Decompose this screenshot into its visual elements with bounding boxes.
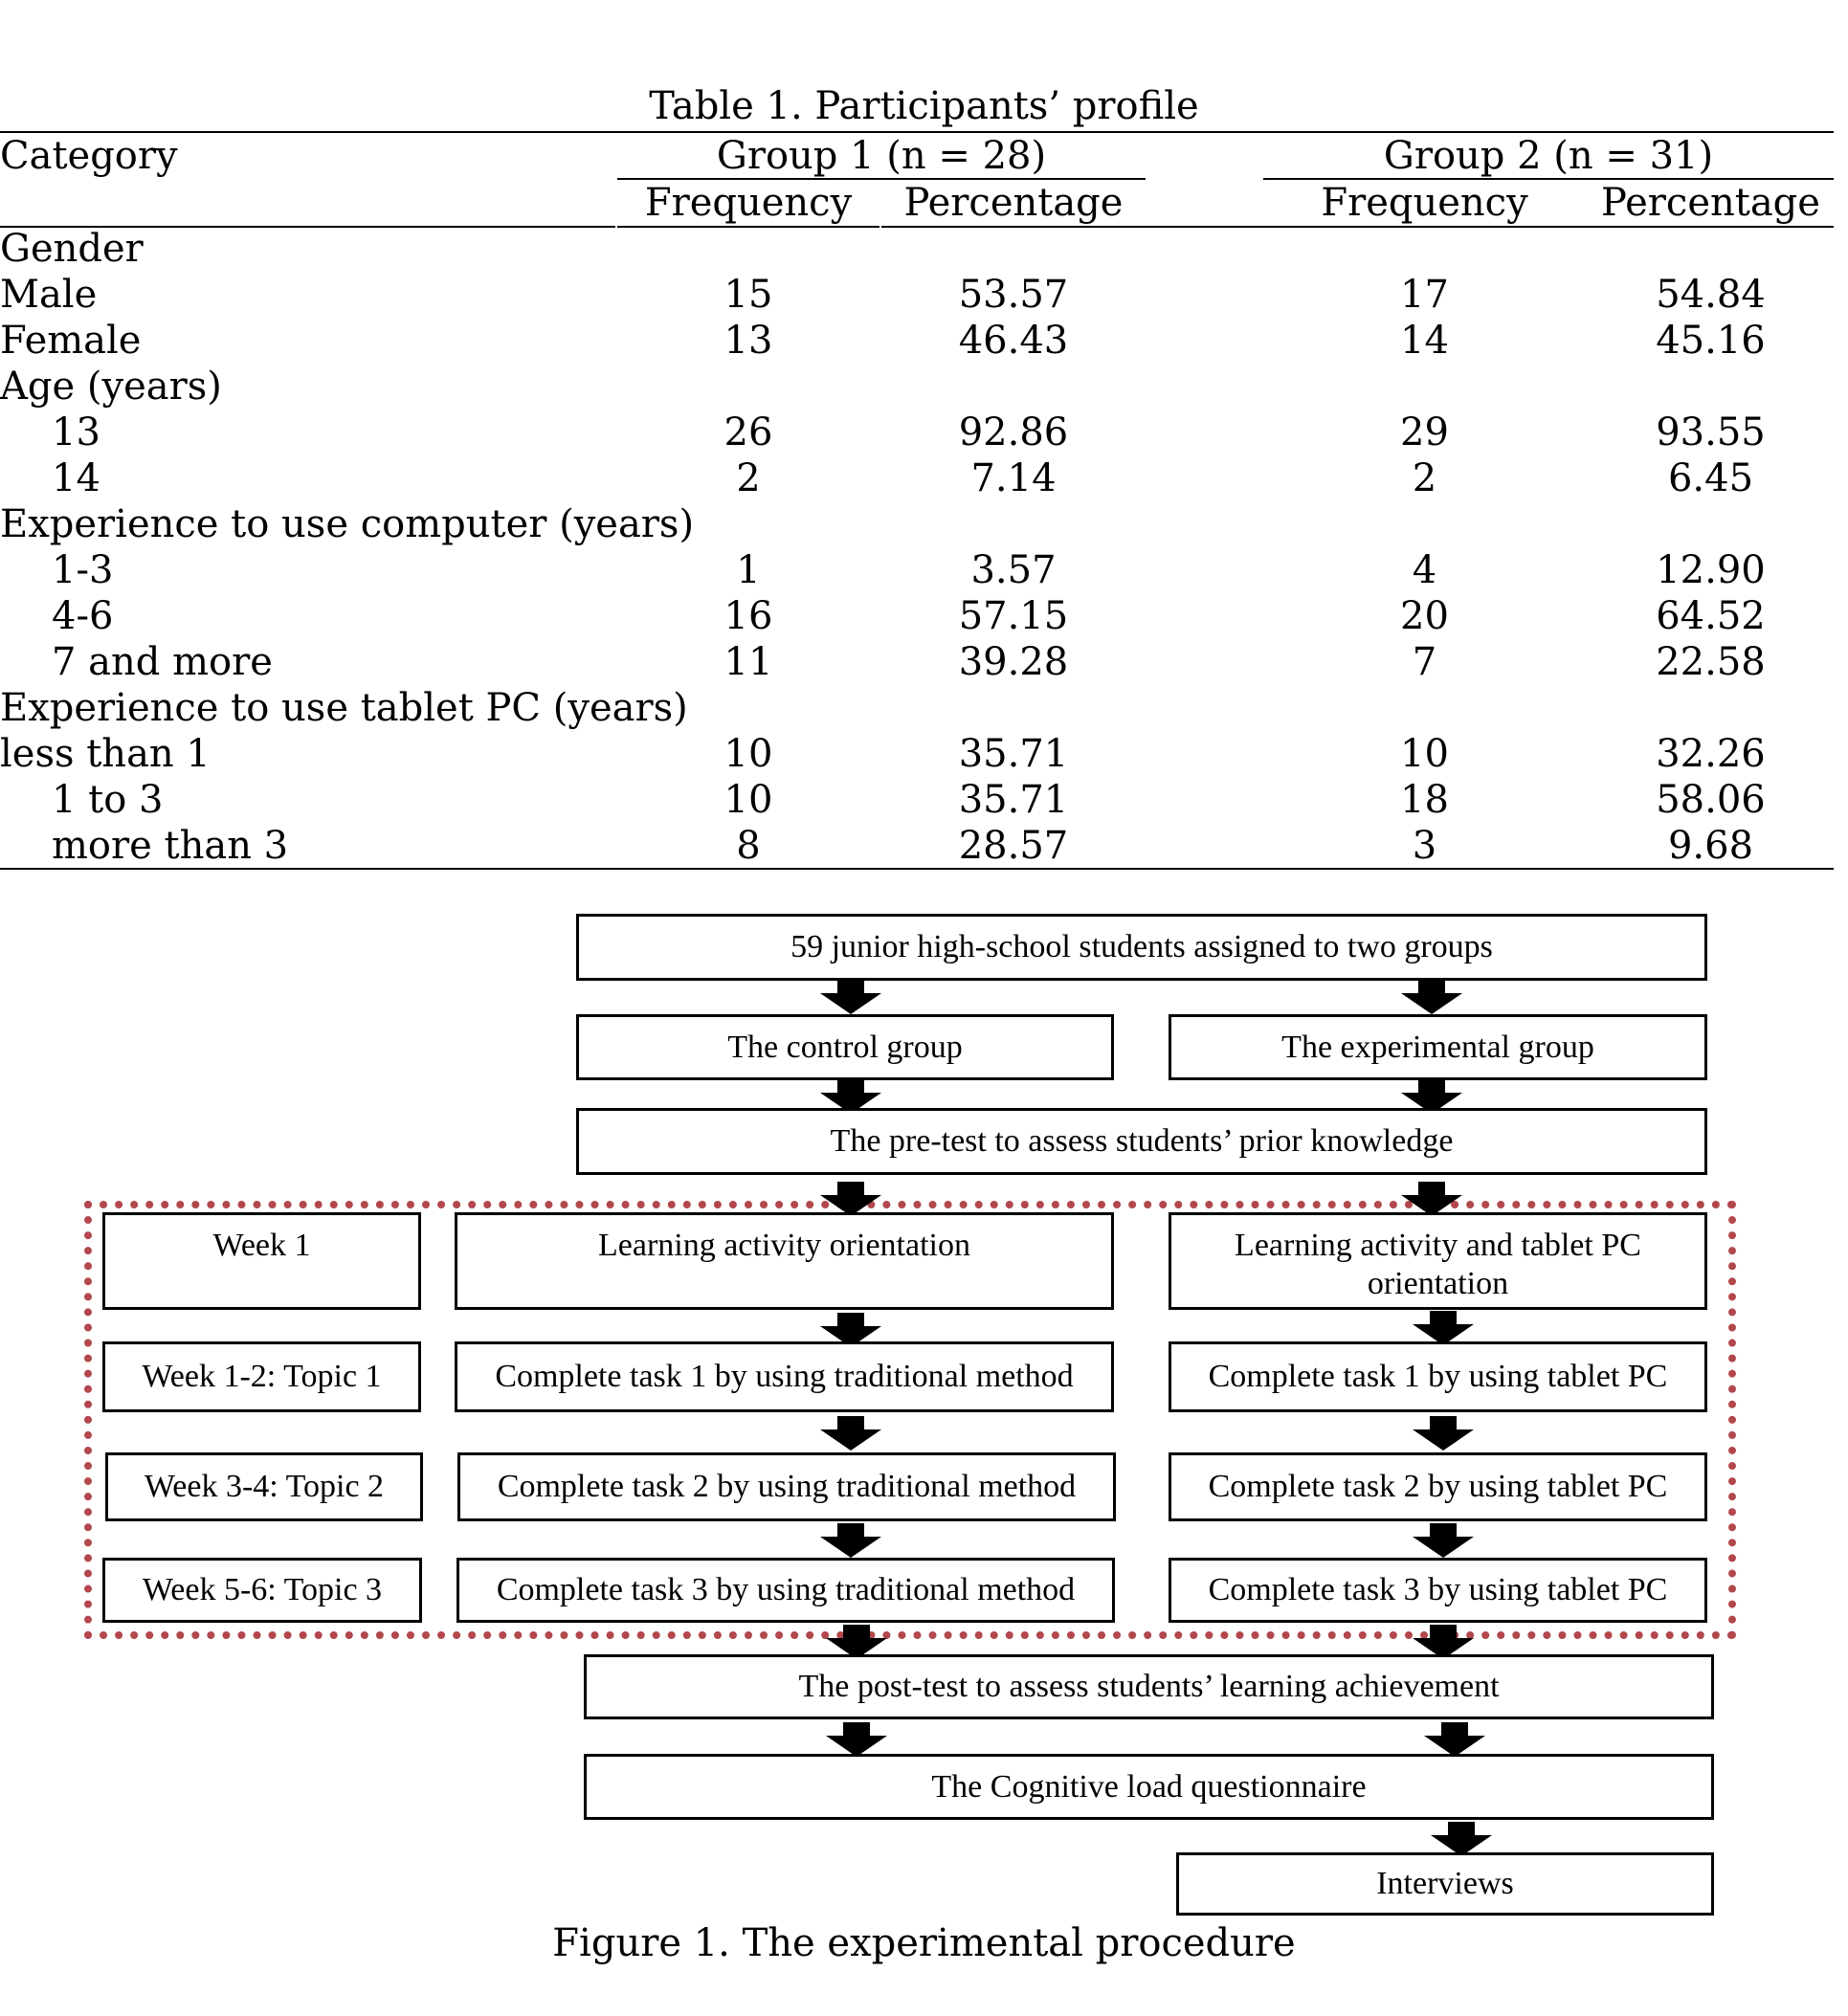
g1-frequency-cell: 10 <box>724 778 773 822</box>
g1-frequency-cell: 1 <box>736 548 761 592</box>
week1-box: Week 1 <box>102 1212 421 1310</box>
figure-caption: Figure 1. The experimental procedure <box>552 1921 1296 1965</box>
row-label: Experience to use tablet PC (years) <box>0 686 688 730</box>
week1-control-box: Learning activity orientation <box>455 1212 1114 1310</box>
g2-frequency-cell: 10 <box>1400 732 1449 776</box>
row-label: 13 <box>52 410 100 454</box>
pretest-box: The pre-test to assess students’ prior knowledge <box>576 1108 1707 1175</box>
week34-box: Week 3-4: Topic 2 <box>105 1452 423 1521</box>
g1-percentage-cell: 39.28 <box>958 640 1069 684</box>
header-rule-g1-pct <box>881 226 1147 228</box>
header-rule-g2 <box>1147 226 1834 228</box>
g2-frequency-cell: 2 <box>1412 456 1437 500</box>
week56-box: Week 5-6: Topic 3 <box>102 1558 422 1623</box>
g1-percentage-cell: 46.43 <box>958 319 1069 363</box>
g1-percentage-cell: 53.57 <box>958 273 1069 317</box>
week12-box: Week 1-2: Topic 1 <box>102 1341 421 1412</box>
g2-percentage-cell: 9.68 <box>1667 824 1754 868</box>
g1-percentage-cell: 28.57 <box>958 824 1069 868</box>
assign-box: 59 junior high-school students assigned to two groups <box>576 914 1707 981</box>
g1-frequency-cell: 2 <box>736 456 761 500</box>
g2-frequency-cell: 20 <box>1400 594 1449 638</box>
questionnaire-box: The Cognitive load questionnaire <box>584 1754 1714 1820</box>
g2-percentage-cell: 22.58 <box>1656 640 1766 684</box>
row-label: Female <box>0 319 142 363</box>
row-label: more than 3 <box>52 824 289 868</box>
g1-percentage-cell: 35.71 <box>958 778 1069 822</box>
g1-frequency-cell: 8 <box>736 824 761 868</box>
g1-frequency-cell: 13 <box>724 319 773 363</box>
g1-percentage-cell: 7.14 <box>970 456 1057 500</box>
row-label: Experience to use computer (years) <box>0 502 695 546</box>
g2-percentage-cell: 93.55 <box>1656 410 1766 454</box>
g1-frequency-header: Frequency <box>644 181 853 225</box>
g1-percentage-header: Percentage <box>903 181 1124 225</box>
g2-percentage-cell: 54.84 <box>1656 273 1766 317</box>
g2-frequency-cell: 4 <box>1412 548 1437 592</box>
posttest-box: The post-test to assess students’ learning achievement <box>584 1654 1714 1719</box>
row-label: less than 1 <box>0 732 211 776</box>
g1-frequency-cell: 11 <box>724 640 773 684</box>
g2-percentage-header: Percentage <box>1601 181 1820 225</box>
table-caption: Table 1. Participants’ profile <box>649 84 1199 128</box>
g1-percentage-cell: 35.71 <box>958 732 1069 776</box>
g2-percentage-cell: 45.16 <box>1656 319 1766 363</box>
experimental-group-box: The experimental group <box>1169 1014 1707 1080</box>
table-bottom-rule <box>0 868 1834 870</box>
g2-frequency-cell: 3 <box>1412 824 1437 868</box>
header-rule-g1-freq <box>617 226 879 228</box>
g1-percentage-cell: 57.15 <box>958 594 1069 638</box>
g2-percentage-cell: 58.06 <box>1656 778 1766 822</box>
task1-control-box: Complete task 1 by using traditional method <box>455 1341 1114 1412</box>
row-label: 7 and more <box>52 640 273 684</box>
group1-header: Group 1 (n = 28) <box>716 134 1047 178</box>
g2-percentage-cell: 6.45 <box>1667 456 1754 500</box>
row-label: 1-3 <box>52 548 114 592</box>
g2-frequency-cell: 14 <box>1400 319 1449 363</box>
g1-frequency-cell: 26 <box>724 410 773 454</box>
g2-frequency-cell: 17 <box>1400 273 1449 317</box>
control-group-box: The control group <box>576 1014 1114 1080</box>
row-label: 14 <box>52 456 100 500</box>
g1-percentage-cell: 92.86 <box>958 410 1069 454</box>
g2-frequency-header: Frequency <box>1321 181 1528 225</box>
row-label: Gender <box>0 227 144 271</box>
g1-percentage-cell: 3.57 <box>970 548 1057 592</box>
g2-frequency-cell: 18 <box>1400 778 1449 822</box>
week1-experimental-box: Learning activity and tablet PC orientation <box>1169 1212 1707 1310</box>
g1-frequency-cell: 15 <box>724 273 773 317</box>
task3-experimental-box: Complete task 3 by using tablet PC <box>1169 1558 1707 1623</box>
row-label: Male <box>0 273 98 317</box>
task3-control-box: Complete task 3 by using traditional method <box>456 1558 1115 1623</box>
task2-experimental-box: Complete task 2 by using tablet PC <box>1169 1452 1707 1521</box>
g2-percentage-cell: 12.90 <box>1656 548 1766 592</box>
g2-percentage-cell: 32.26 <box>1656 732 1766 776</box>
task2-control-box: Complete task 2 by using traditional method <box>457 1452 1116 1521</box>
interviews-box: Interviews <box>1176 1852 1714 1916</box>
category-header: Category <box>0 134 178 178</box>
task1-experimental-box: Complete task 1 by using tablet PC <box>1169 1341 1707 1412</box>
g1-frequency-cell: 16 <box>724 594 773 638</box>
group2-header: Group 2 (n = 31) <box>1383 134 1714 178</box>
row-label: 4-6 <box>52 594 114 638</box>
g2-frequency-cell: 7 <box>1412 640 1437 684</box>
g2-frequency-cell: 29 <box>1400 410 1449 454</box>
row-label: 1 to 3 <box>52 778 164 822</box>
g2-percentage-cell: 64.52 <box>1656 594 1766 638</box>
g1-frequency-cell: 10 <box>724 732 773 776</box>
row-label: Age (years) <box>0 365 222 409</box>
